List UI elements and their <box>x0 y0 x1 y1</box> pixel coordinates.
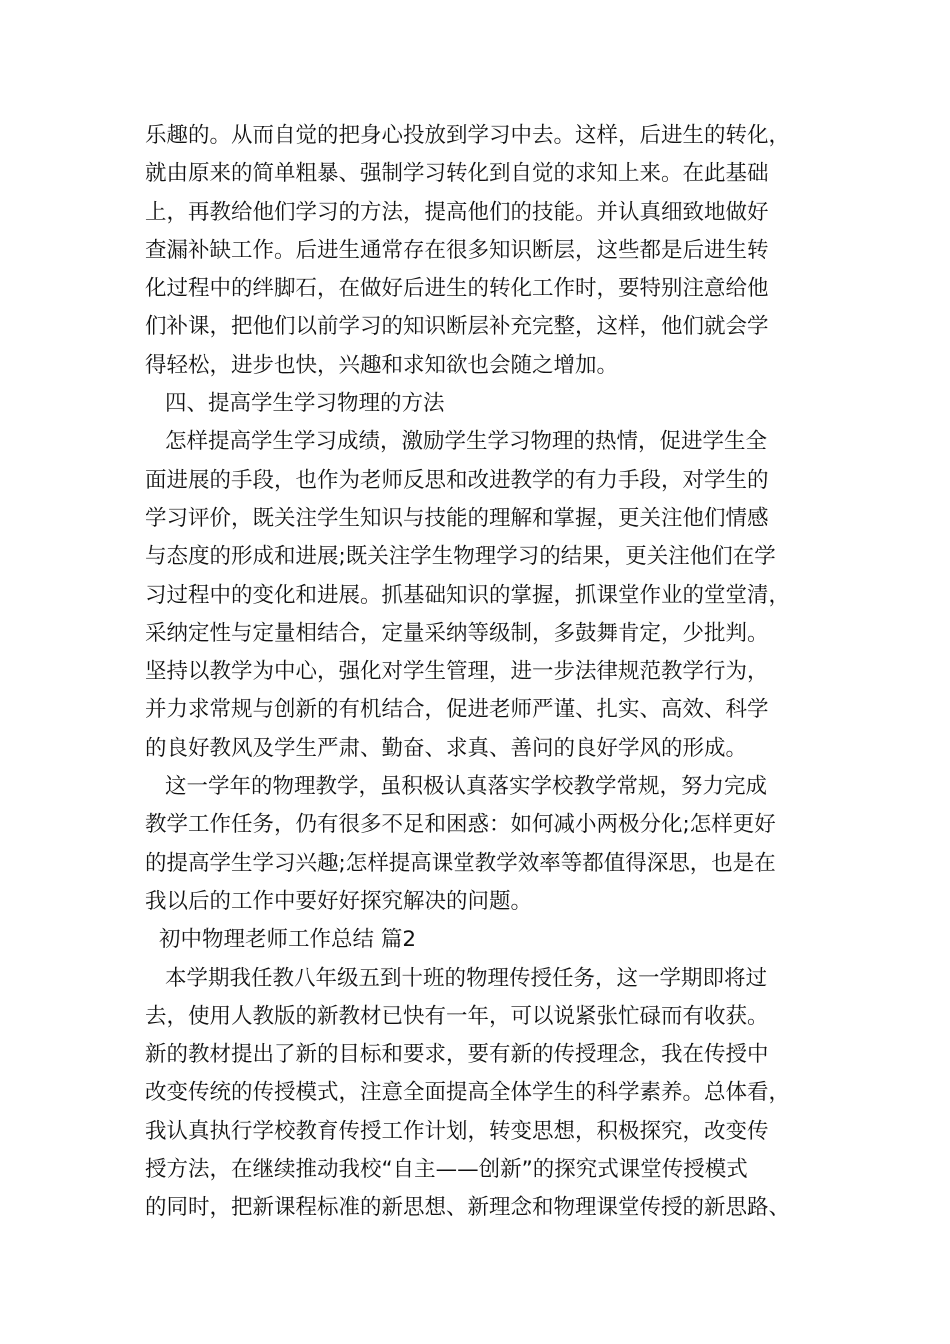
text-line-16: 并力求常规与创新的有机结合，促进老师严谨、扎实、高效、科学 <box>145 697 769 723</box>
text-line-5: 化过程中的绊脚石，在做好后进生的转化工作时，要特别注意给他 <box>145 276 769 302</box>
text-line-27: 我认真执行学校教育传授工作计划，转变思想，积极探究，改变传 <box>145 1118 769 1144</box>
text-line-3: 上，再教给他们学习的方法，提高他们的技能。并认真细致地做好 <box>145 199 769 225</box>
text-line-17: 的良好教风及学生严肃、勤奋、求真、善问的良好学风的形成。 <box>145 735 748 761</box>
text-line-9: 怎样提高学生学习成绩，激励学生学习物理的热情，促进学生全 <box>165 429 768 455</box>
text-line-11: 学习评价，既关注学生知识与技能的理解和掌握，更关注他们情感 <box>145 505 769 531</box>
text-line-2: 就由原来的简单粗暴、强制学习转化到自觉的求知上来。在此基础 <box>145 161 769 187</box>
text-line-20: 的提高学生学习兴趣;怎样提高课堂教学效率等都值得深思，也是在 <box>145 850 776 876</box>
text-line-10: 面进展的手段，也作为老师反思和改进教学的有力手段，对学生的 <box>145 467 769 493</box>
text-line-25: 新的教材提出了新的目标和要求，要有新的传授理念，我在传授中 <box>145 1042 769 1068</box>
text-line-14: 采纳定性与定量相结合，定量采纳等级制，多鼓舞肯定，少批判。 <box>145 620 769 646</box>
section-heading: 四、提高学生学习物理的方法 <box>165 391 445 417</box>
document-body <box>145 117 835 1228</box>
article-title: 初中物理老师工作总结 篇2 <box>159 927 417 953</box>
text-line-13: 习过程中的变化和进展。抓基础知识的掌握，抓课堂作业的堂堂清， <box>145 582 791 608</box>
text-line-7: 得轻松，进步也快，兴趣和求知欲也会随之增加。 <box>145 352 619 378</box>
text-line-24: 去，使用人教版的新教材已快有一年，可以说紧张忙碌而有收获。 <box>145 1003 769 1029</box>
text-line-1: 乐趣的。从而自觉的把身心投放到学习中去。这样，后进生的转化， <box>145 123 791 148</box>
text-line-4: 查漏补缺工作。后进生通常存在很多知识断层，这些都是后进生转 <box>145 237 769 263</box>
text-line-29: 的同时，把新课程标准的新思想、新理念和物理课堂传授的新思路、 <box>145 1195 791 1221</box>
text-line-28: 授方法，在继续推动我校“自主——创新”的探究式课堂传授模式 <box>145 1157 748 1183</box>
text-line-21: 我以后的工作中要好好探究解决的问题。 <box>145 888 533 914</box>
text-line-26: 改变传统的传授模式，注意全面提高全体学生的科学素养。总体看， <box>145 1080 791 1106</box>
text-line-19: 教学工作任务，仍有很多不足和困惑：如何减小两极分化;怎样更好 <box>145 812 776 838</box>
text-line-6: 们补课，把他们以前学习的知识断层补充完整，这样，他们就会学 <box>145 314 769 340</box>
text-line-23: 本学期我任教八年级五到十班的物理传授任务，这一学期即将过 <box>165 965 768 991</box>
text-line-12: 与态度的形成和进展;既关注学生物理学习的结果，更关注他们在学 <box>145 544 776 570</box>
text-line-18: 这一学年的物理教学，虽积极认真落实学校教学常规，努力完成 <box>165 774 768 800</box>
text-line-15: 坚持以教学为中心，强化对学生管理，进一步法律规范教学行为， <box>145 659 769 685</box>
